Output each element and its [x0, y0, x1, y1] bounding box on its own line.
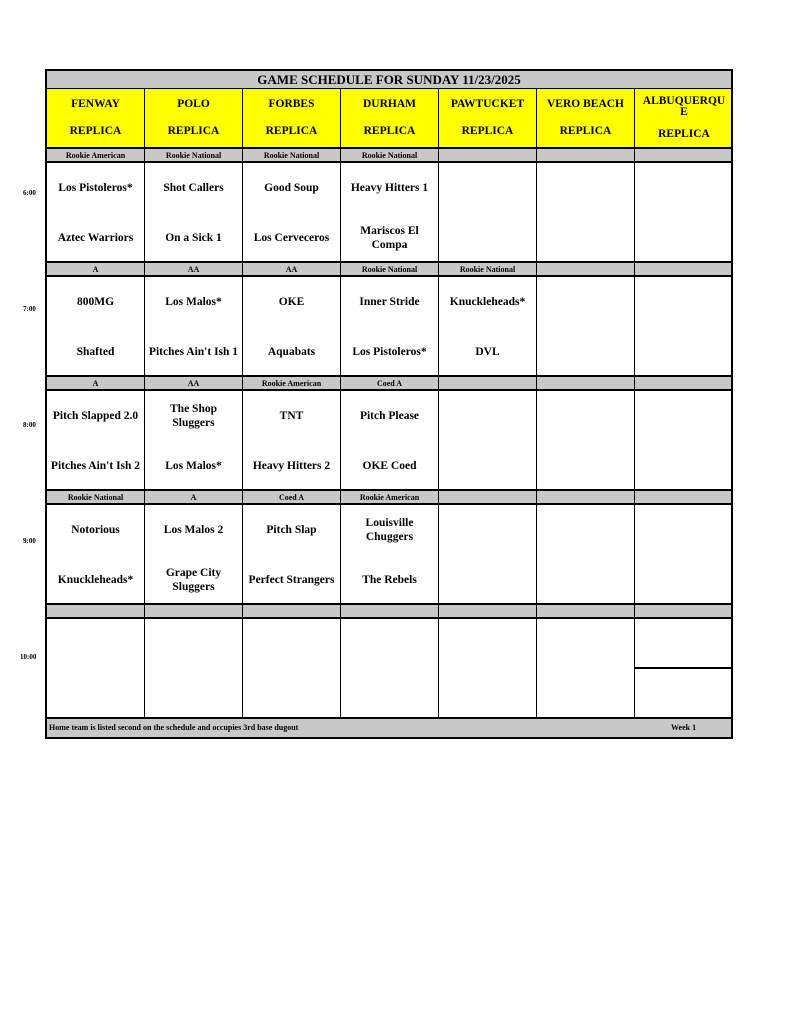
away-team: Good Soup: [264, 182, 319, 194]
time-label: 9:00: [23, 537, 36, 545]
field-header: [47, 89, 145, 147]
schedule-title: GAME SCHEDULE FOR SUNDAY 11/23/2025: [45, 69, 733, 89]
game-cell: [341, 391, 439, 491]
home-team: Shafted: [76, 346, 115, 358]
game-cell: [341, 163, 439, 263]
footer-bar: [45, 719, 733, 739]
away-team: [681, 163, 687, 213]
field-header: [341, 89, 439, 147]
time-label: 10:00: [20, 653, 37, 661]
game-row: [45, 505, 733, 605]
division-label: AA: [145, 263, 243, 275]
away-team: [681, 505, 687, 555]
away-team: [485, 391, 491, 441]
away-team: [583, 163, 589, 213]
away-team: Pitch Slap: [266, 524, 317, 536]
away-team: 800MG: [76, 296, 115, 308]
home-team: [583, 441, 589, 491]
split-cell: [635, 619, 733, 719]
away-team: Los Pistoleros*: [58, 182, 133, 194]
field-subtitle: REPLICA: [559, 125, 612, 137]
division-row: [45, 491, 733, 505]
division-label: [635, 377, 733, 389]
empty-cell: [635, 619, 733, 669]
home-team: Knuckleheads*: [57, 574, 134, 586]
division-label: Coed A: [341, 377, 439, 389]
game-cell: [635, 163, 733, 263]
game-cell: [243, 505, 341, 605]
empty-cell: [47, 619, 145, 719]
away-team: Los Malos 2: [163, 524, 224, 536]
division-label: A: [47, 263, 145, 275]
home-team: [681, 441, 687, 491]
home-team: Los Pistoleros*: [352, 346, 427, 358]
empty-cell: [537, 619, 635, 719]
game-cell: [341, 505, 439, 605]
home-team: Pitches Ain't Ish 1: [148, 346, 239, 358]
home-team: Aquabats: [267, 346, 316, 358]
field-name: ALBUQUERQU E: [642, 95, 726, 119]
home-team: Los Malos*: [165, 460, 222, 472]
game-row: [45, 163, 733, 263]
home-team: Heavy Hitters 2: [252, 460, 331, 472]
away-team: Inner Stride: [359, 296, 420, 308]
empty-division-row: [45, 605, 733, 619]
division-label: Coed A: [243, 491, 341, 503]
division-label: [537, 263, 635, 275]
home-team: [681, 213, 687, 263]
game-cell: [243, 277, 341, 377]
away-team: [583, 505, 589, 555]
home-team: OKE Coed: [362, 460, 417, 472]
home-team: [583, 555, 589, 605]
time-label: 7:00: [23, 305, 36, 313]
field-name: PAWTUCKET: [450, 98, 525, 110]
home-team: On a Sick 1: [165, 232, 222, 244]
schedule-sheet: [45, 69, 733, 739]
home-team: The Rebels: [362, 574, 417, 586]
field-subtitle: REPLICA: [363, 125, 416, 137]
home-team: Perfect Strangers: [248, 574, 335, 586]
away-team: [485, 163, 491, 213]
field-name: VERO BEACH: [547, 98, 624, 110]
division-label: A: [47, 377, 145, 389]
away-team: Pitch Slapped 2.0: [52, 410, 139, 422]
time-label: 8:00: [23, 421, 36, 429]
game-cell: [439, 505, 537, 605]
time-slots: [45, 149, 733, 605]
division-label: [635, 491, 733, 503]
field-subtitle: REPLICA: [658, 127, 710, 140]
field-subtitle: REPLICA: [167, 125, 220, 137]
empty-cell: [243, 619, 341, 719]
game-cell: [635, 277, 733, 377]
game-cell: [635, 505, 733, 605]
away-team: Louisville Chuggers: [365, 517, 414, 543]
game-cell: [537, 277, 635, 377]
home-team: [485, 441, 491, 491]
division-label: Rookie National: [47, 491, 145, 503]
home-team: Aztec Warriors: [57, 232, 134, 244]
game-cell: [537, 391, 635, 491]
home-team: [485, 213, 491, 263]
division-label: Rookie National: [341, 263, 439, 275]
game-cell: [47, 277, 145, 377]
division-label: Rookie National: [341, 149, 439, 161]
division-row: [45, 263, 733, 277]
away-team: TNT: [279, 410, 304, 422]
empty-cell: [439, 619, 537, 719]
division-label: [439, 149, 537, 161]
home-team: [583, 213, 589, 263]
division-label: [635, 263, 733, 275]
home-team: DVL: [475, 346, 500, 358]
division-label: [439, 377, 537, 389]
game-cell: [439, 163, 537, 263]
division-label: [439, 491, 537, 503]
game-row: [45, 391, 733, 491]
away-team: Los Malos*: [165, 296, 222, 308]
field-header: [439, 89, 537, 147]
game-cell: [145, 391, 243, 491]
field-header-row: [45, 89, 733, 149]
away-team: [681, 277, 687, 327]
game-cell: [635, 391, 733, 491]
field-name: FORBES: [268, 98, 315, 110]
game-cell: [145, 277, 243, 377]
away-team: [681, 391, 687, 441]
home-team: [583, 327, 589, 377]
game-cell: [243, 163, 341, 263]
away-team: OKE: [278, 296, 305, 308]
division-label: [537, 149, 635, 161]
away-team: [485, 505, 491, 555]
game-cell: [439, 277, 537, 377]
game-cell: [243, 391, 341, 491]
home-team-note: Home team is listed second on the schedule and occupies 3rd base dugout: [49, 723, 299, 732]
away-team: [583, 391, 589, 441]
division-label: Rookie National: [145, 149, 243, 161]
game-cell: [145, 163, 243, 263]
division-label: AA: [145, 377, 243, 389]
game-cell: [47, 391, 145, 491]
game-cell: [341, 277, 439, 377]
home-team: [681, 327, 687, 377]
field-subtitle: REPLICA: [69, 125, 122, 137]
field-name: FENWAY: [71, 98, 120, 110]
field-subtitle: REPLICA: [461, 125, 514, 137]
division-label: Rookie American: [341, 491, 439, 503]
division-label: Rookie American: [243, 377, 341, 389]
field-subtitle: REPLICA: [265, 125, 318, 137]
field-header: [537, 89, 635, 147]
division-label: [537, 377, 635, 389]
division-label: Rookie National: [243, 149, 341, 161]
away-team: Notorious: [71, 524, 120, 536]
field-header: [635, 89, 733, 147]
field-header: [145, 89, 243, 147]
home-team: Grape City Sluggers: [165, 567, 222, 593]
week-label: Week 1: [671, 723, 697, 732]
division-label: A: [145, 491, 243, 503]
home-team: Mariscos El Compa: [360, 225, 419, 251]
time-label: 6:00: [23, 189, 36, 197]
game-cell: [47, 505, 145, 605]
division-label: Rookie National: [439, 263, 537, 275]
home-team: [681, 555, 687, 605]
away-team: Heavy Hitters 1: [350, 182, 429, 194]
away-team: Shot Callers: [163, 182, 224, 194]
division-label: Rookie American: [47, 149, 145, 161]
home-team: Los Cerveceros: [253, 232, 330, 244]
slot-10-row: [45, 619, 733, 719]
away-team: [583, 277, 589, 327]
game-cell: [47, 163, 145, 263]
division-row: [45, 377, 733, 391]
away-team: Pitch Please: [359, 410, 420, 422]
game-cell: [537, 163, 635, 263]
game-cell: [537, 505, 635, 605]
field-header: [243, 89, 341, 147]
home-team: [485, 555, 491, 605]
home-team: Pitches Ain't Ish 2: [50, 460, 141, 472]
away-team: Knuckleheads*: [449, 296, 526, 308]
division-label: [635, 149, 733, 161]
game-cell: [145, 505, 243, 605]
away-team: The Shop Sluggers: [170, 403, 217, 429]
empty-cell: [635, 669, 733, 719]
field-name: DURHAM: [362, 98, 417, 110]
division-label: [537, 491, 635, 503]
division-row: [45, 149, 733, 163]
empty-cell: [145, 619, 243, 719]
game-row: [45, 277, 733, 377]
division-label: AA: [243, 263, 341, 275]
game-cell: [439, 391, 537, 491]
empty-cell: [341, 619, 439, 719]
field-name: POLO: [177, 98, 210, 110]
